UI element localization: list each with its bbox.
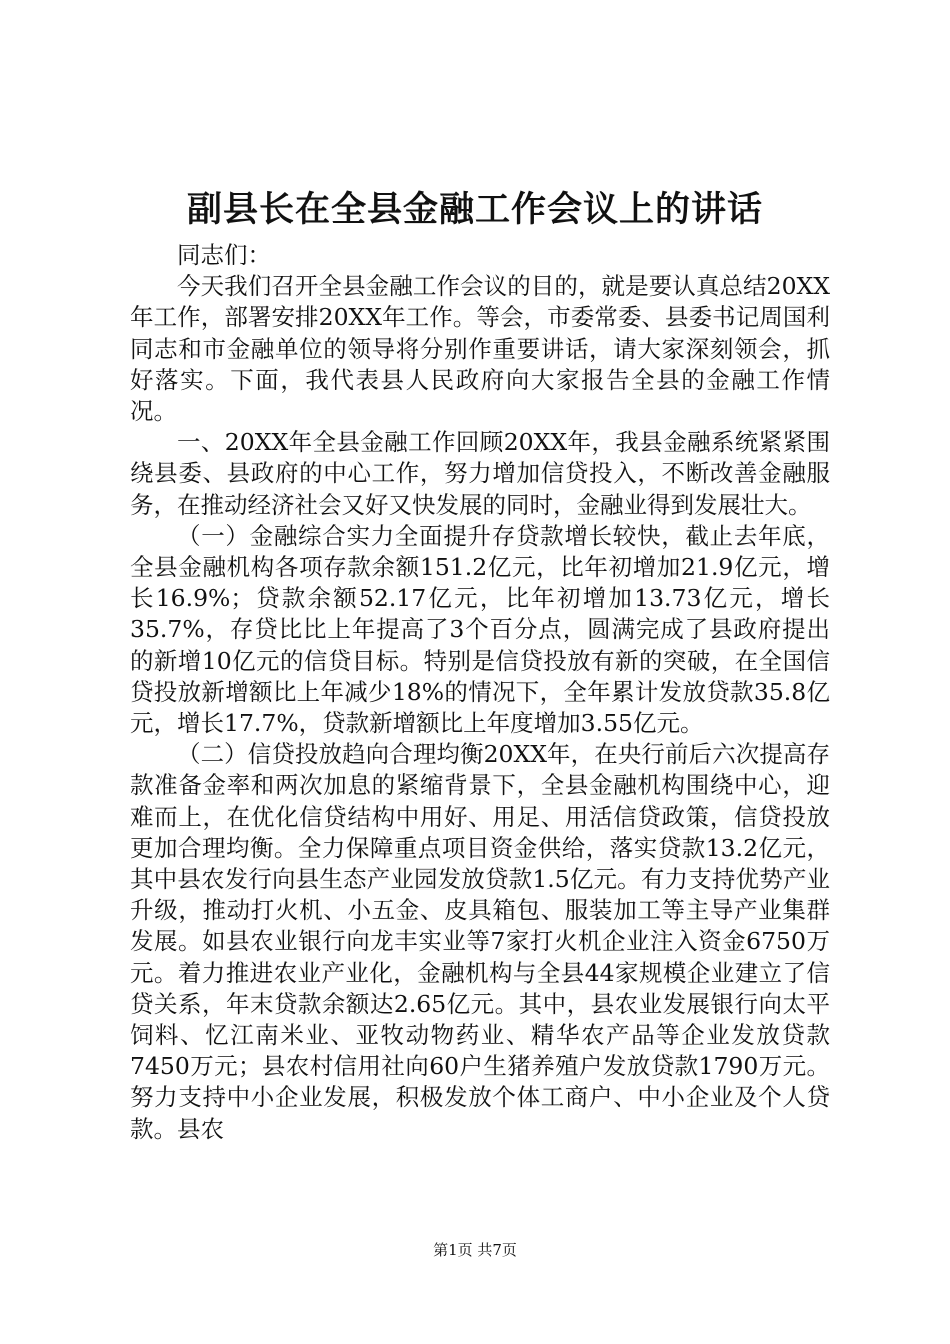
paragraph-section-1: 一、20XX年全县金融工作回顾20XX年，我县金融系统紧紧围绕县委、县政府的中心工作，努力增加信贷投入，不断改善金融服务，在推动经济社会又好又快发展的同时，金融业得到发展壮大。: [130, 428, 830, 519]
paragraph-subsection-1: （一）金融综合实力全面提升存贷款增长较快，截止去年底，全县金融机构各项存款余额151.2亿元，比年初增加21.9亿元，增长16.9%；贷款余额52.17亿元，比年初增加13.73亿元，增长35.7%，存贷比比上年提高了3个百分点，圆满完成了县政府提出的新增10亿元的信贷目标。特别是信贷投放有新的突破，在全国信贷投放新增额比上年减少18%的情况下，全年累计发放贷款35.8亿元，增长17.7%，贷款新增额比上年度增加3.55亿元。: [130, 521, 830, 738]
salutation: 同志们：: [177, 241, 271, 269]
document-title: 副县长在全县金融工作会议上的讲话: [186, 190, 763, 230]
paragraph-subsection-2: （二）信贷投放趋向合理均衡20XX年，在央行前后六次提高存款准备金率和两次加息的紧缩背景下，全县金融机构围绕中心，迎难而上，在优化信贷结构中用好、用足、用活信贷政策，信贷投放更加合理均衡。全力保障重点项目资金供给，落实贷款13.2亿元，其中县农发行向县生态产业园发放贷款1.5亿元。有力支持优势产业升级，推动打火机、小五金、皮具箱包、服装加工等主导产业集群发展。如县农业银行向龙丰实业等7家打火机企业注入资金6750万元。着力推进农业产业化，金融机构与全县44家规模企业建立了信贷关系，年末贷款余额达2.65亿元。其中，县农业发展银行向太平饲料、忆江南米业、亚牧动物药业、精华农产品等企业发放贷款7450万元；县农村信用社向60户生猪养殖户发放贷款1790万元。努力支持中小企业发展，积极发放个体工商户、中小企业及个人贷款。县农: [130, 740, 830, 1143]
document-body: [130, 240, 830, 1145]
paragraph-intro: 今天我们召开全县金融工作会议的目的，就是要认真总结20XX年工作，部署安排20XX年工作。等会，市委常委、县委书记周国利同志和市金融单位的领导将分别作重要讲话，请大家深刻领会，抓好落实。下面，我代表县人民政府向大家报告全县的金融工作情况。: [130, 272, 830, 426]
page-footer: 第1页 共7页: [433, 1241, 517, 1259]
